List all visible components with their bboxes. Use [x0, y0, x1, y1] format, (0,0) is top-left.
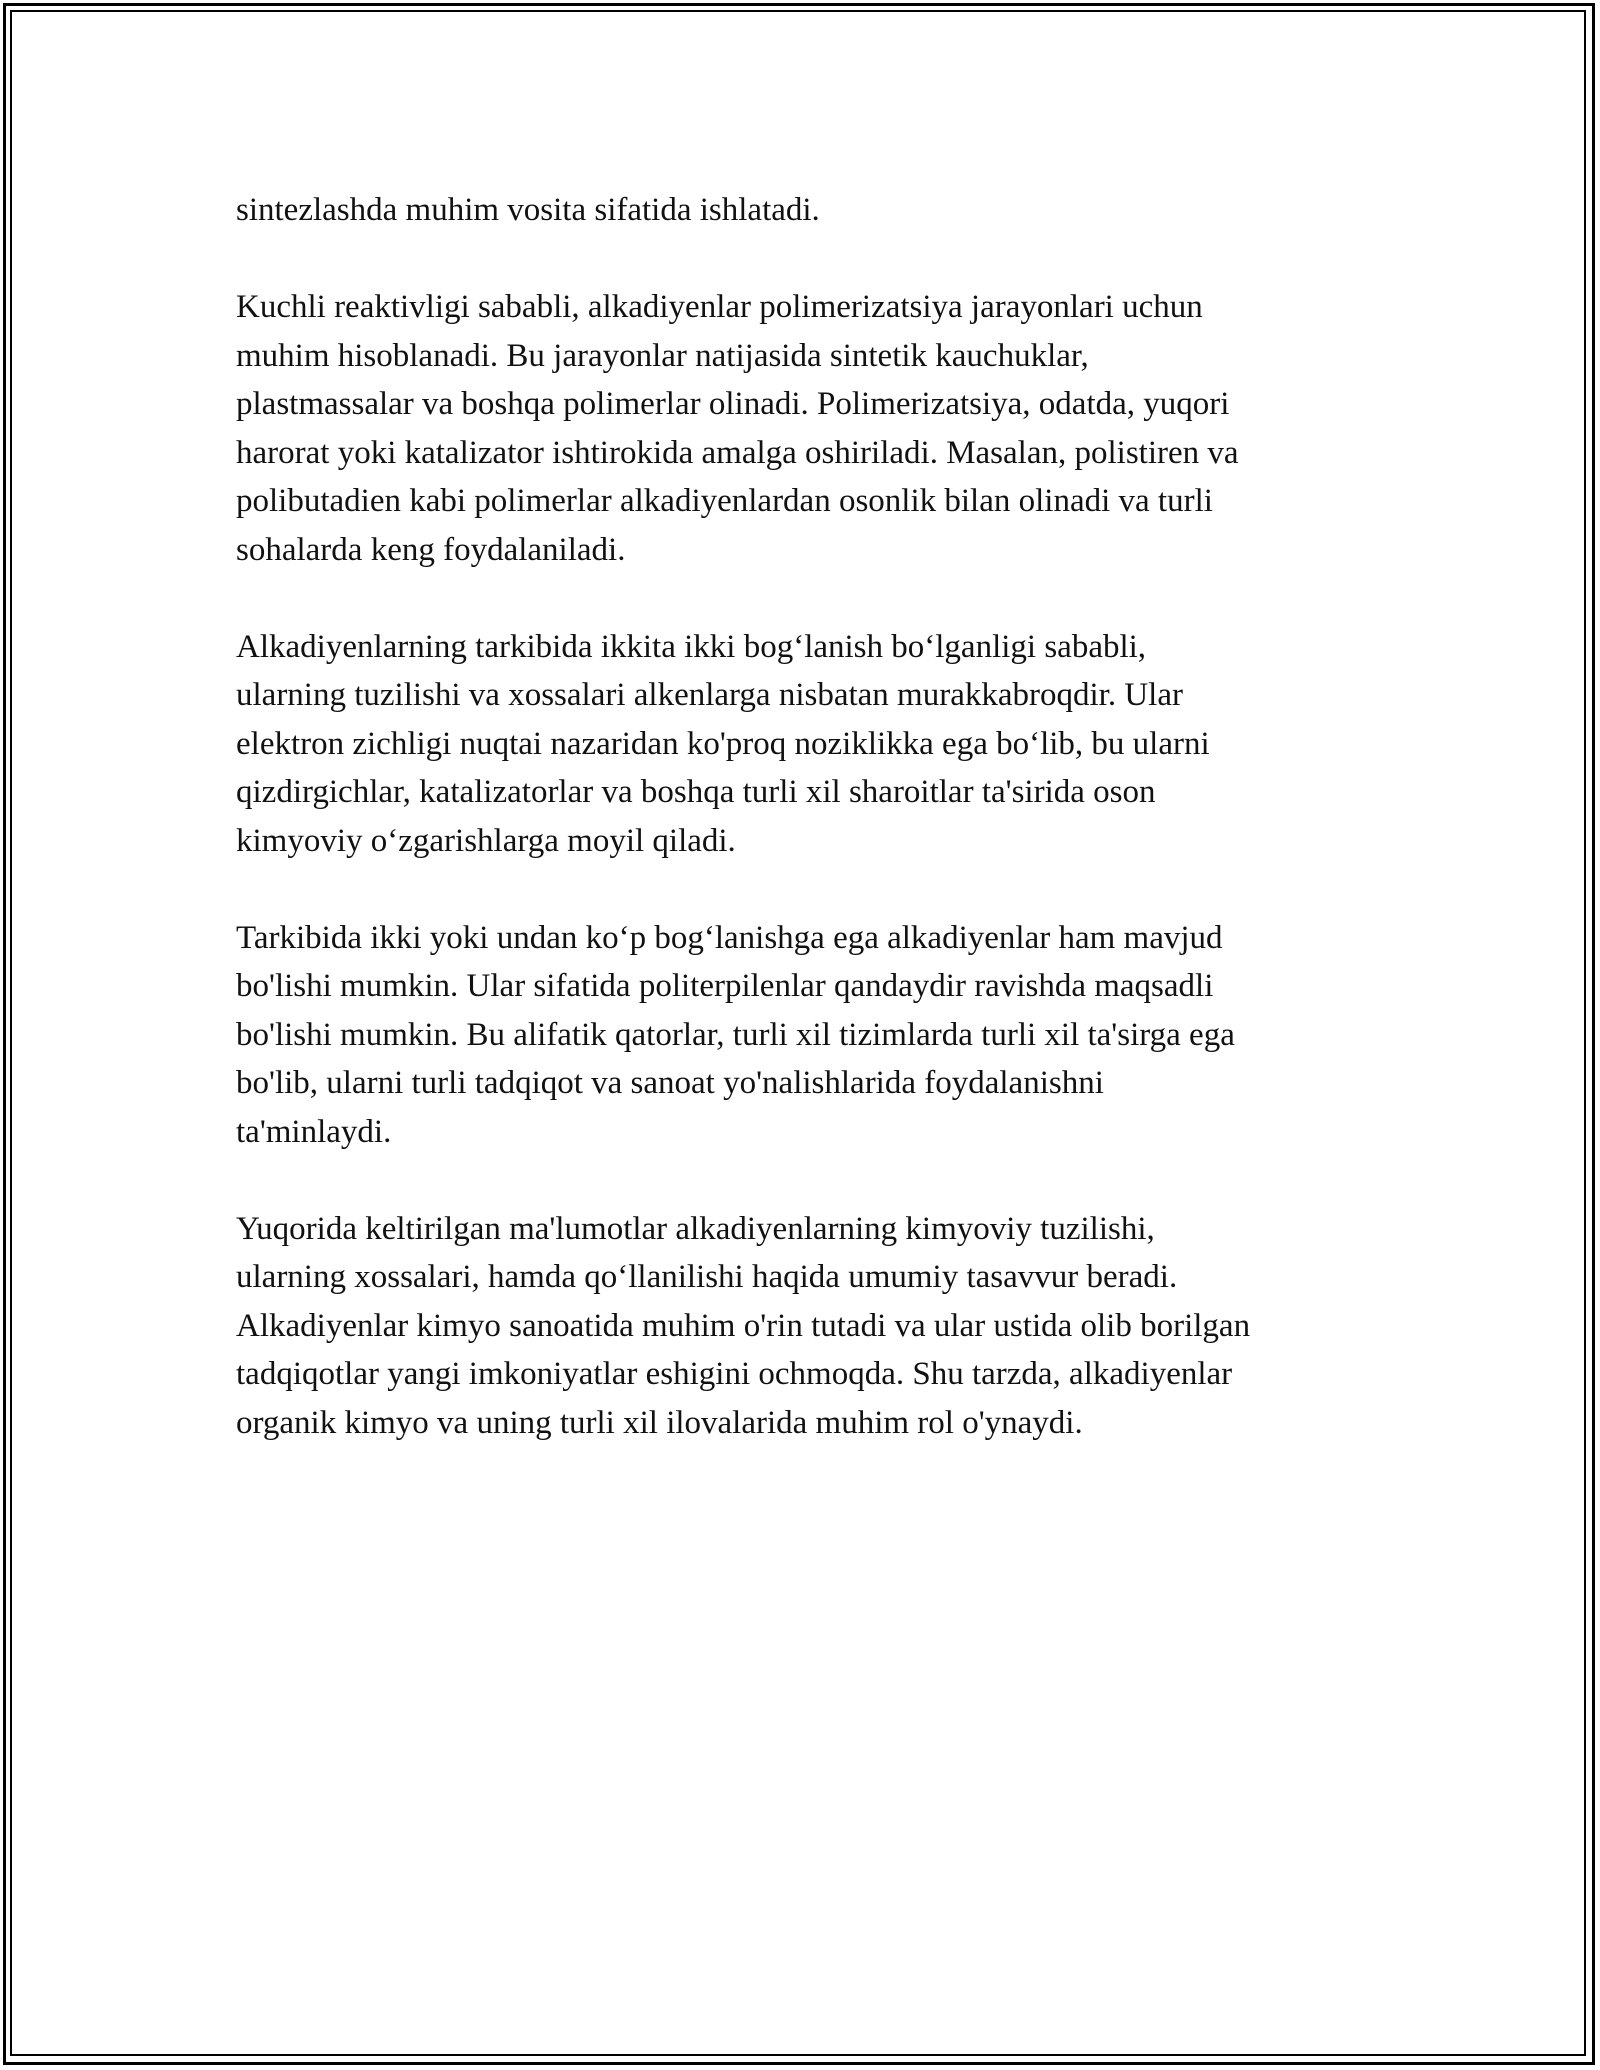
paragraph-2: Kuchli reaktivligi sababli, alkadiyenlar polimerizatsiya jarayonlari uchun muhim hisoblanadi. Bu jarayonlar natijasida sintetik kauchuklar, plastmassalar va boshqa polimerlar olinadi. Polimerizatsiya, odatda, yuqori harorat yoki katalizator ishtirokida amalga oshiriladi. Masalan, polistiren va polibutadien kabi polimerlar alkadiyenlardan osonlik bilan olinadi va turli sohalarda keng foydalaniladi. — [236, 289, 1239, 568]
document-body — [236, 186, 1376, 1496]
paragraph-4: Tarkibida ikki yoki undan ko‘p bog‘lanishga ega alkadiyenlar ham mavjud bo'lishi mumkin. Ular sifatida politerpilenlar qandaydir ravishda maqsadli bo'lishi mumkin. Bu alifatik qatorlar, turli xil tizimlarda turli xil ta'sirga ega bo'lib, ularni turli tadqiqot va sanoat yo'nalishlarida foydalanishni ta'minlaydi. — [236, 919, 1235, 1150]
paragraph-1: sintezlashda muhim vosita sifatida ishlatadi. — [236, 192, 820, 228]
paragraph-5: Yuqorida keltirilgan ma'lumotlar alkadiyenlarning kimyoviy tuzilishi, ularning xossalari, hamda qo‘llanilishi haqida umumiy tasavvur beradi. Alkadiyenlar kimyo sanoatida muhim o'rin tutadi va ular ustida olib borilgan tadqiqotlar yangi imkoniyatlar eshigini ochmoqda. Shu tarzda, alkadiyenlar organik kimyo va uning turli xil ilovalarida muhim rol o'ynaydi. — [236, 1210, 1251, 1441]
paragraph-3: Alkadiyenlarning tarkibida ikkita ikki bog‘lanish bo‘lganligi sababli, ularning tuzilishi va xossalari alkenlarga nisbatan murakkabroqdir. Ular elektron zichligi nuqtai nazaridan ko'proq noziklikka ega bo‘lib, bu ularni qizdirgichlar, katalizatorlar va boshqa turli xil sharoitlar ta'sirida oson kimyoviy o‘zgarishlarga moyil qiladi. — [236, 628, 1210, 859]
